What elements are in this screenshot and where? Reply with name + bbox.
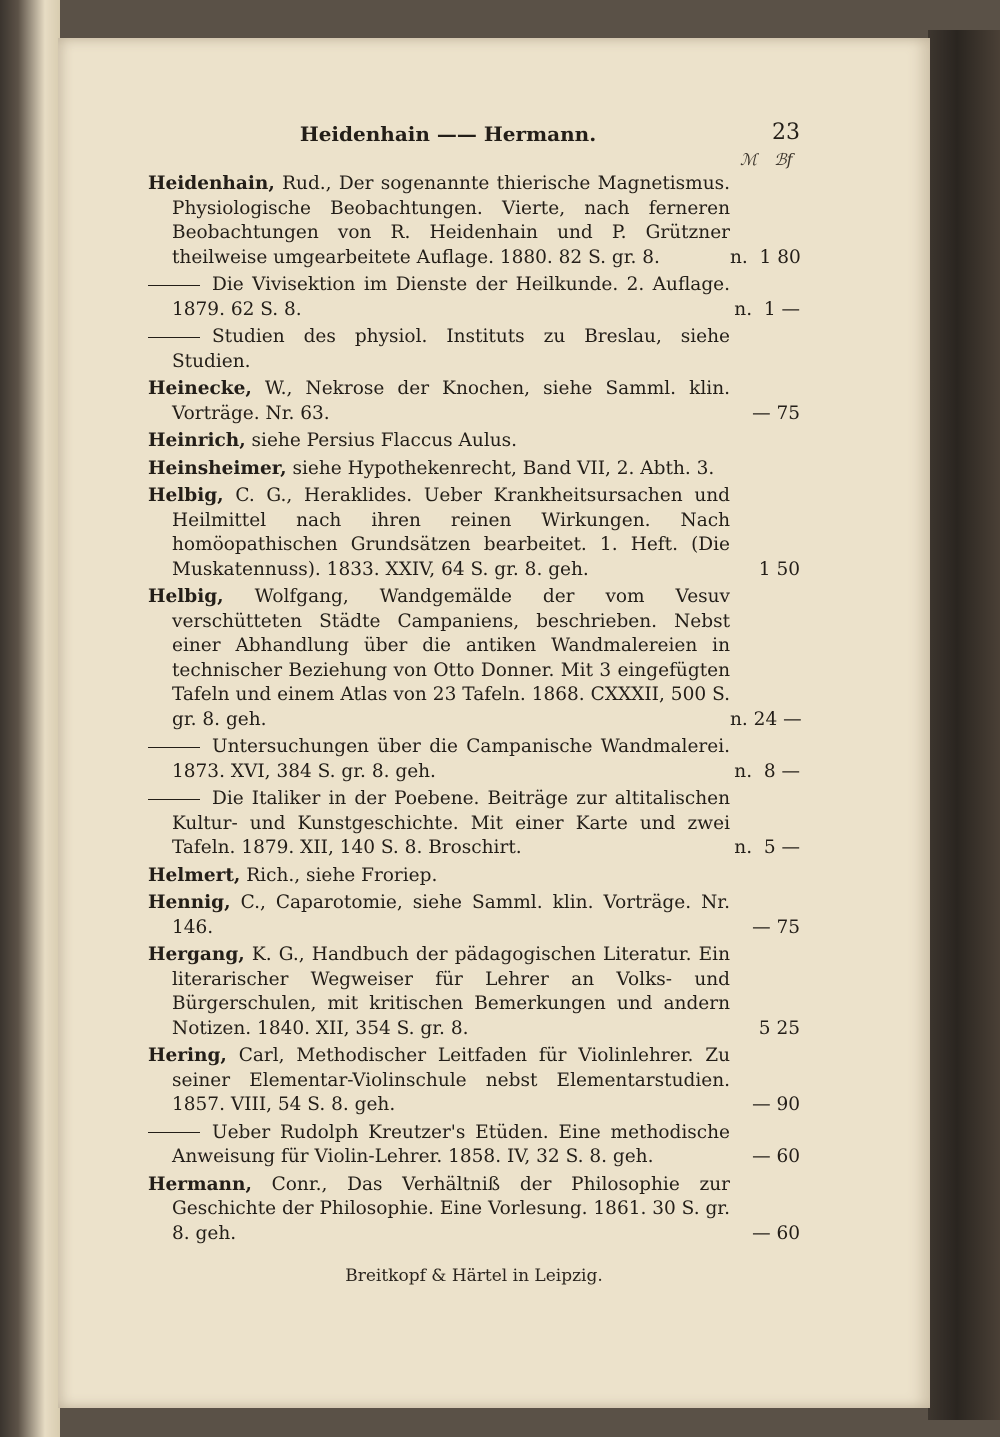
entry-text	[148, 457, 730, 482]
catalog-entry	[148, 484, 800, 582]
pfennig-unit: ℬf	[774, 150, 793, 169]
entry-description: Die Italiker in der Poebene. Beiträge zur altitalischen Kultur- und Kunstgeschichte. Mit einer Karte und zwei Tafeln. 1879. XII, 140 S. 8. Broschirt.	[172, 788, 730, 858]
entry-price: — 90	[752, 1094, 800, 1115]
entry-text	[148, 325, 730, 374]
catalog-entry	[148, 943, 800, 1041]
entry-author: Helbig,	[148, 485, 224, 506]
entry-description: C., Caparotomie, siehe Samml. klin. Vorträge. Nr. 146.	[172, 892, 730, 938]
catalog-entry	[148, 1121, 800, 1170]
catalog-entry	[148, 273, 800, 322]
entry-description: W., Nekrose der Knochen, siehe Samml. klin. Vorträge. Nr. 63.	[172, 378, 730, 424]
ditto-dash	[148, 337, 200, 338]
catalog-entry	[148, 787, 800, 861]
entry-description: Untersuchungen über die Campanische Wandmalerei. 1873. XVI, 384 S. gr. 8. geh.	[172, 736, 730, 782]
ditto-dash	[148, 285, 200, 286]
entry-description: Die Vivisektion im Dienste der Heilkunde. 2. Auflage. 1879. 62 S. 8.	[172, 274, 730, 320]
entry-price: 5 25	[758, 1017, 800, 1039]
entry-author: Heinsheimer,	[148, 457, 287, 479]
catalog-entry	[148, 457, 800, 482]
page-number: 23	[772, 120, 800, 145]
entry-text	[148, 943, 730, 1041]
entry-author: Helmert,	[148, 864, 241, 886]
entry-text	[148, 172, 730, 270]
catalog-entry	[148, 585, 800, 732]
entry-text	[148, 429, 730, 454]
entry-price: — 75	[752, 402, 800, 424]
catalog-entry	[148, 325, 800, 374]
entry-author: Hering,	[148, 1045, 227, 1066]
entry-price: n. 8 —	[734, 760, 800, 782]
entry-price: n. 1 80	[730, 246, 801, 268]
entry-author: Hermann,	[148, 1173, 252, 1195]
mark-unit: ℳ	[740, 150, 758, 169]
entry-price: — 60	[752, 1222, 800, 1244]
header-title: Heidenhain —— Hermann.	[299, 122, 597, 146]
entry-description: siehe Hypothekenrecht, Band VII, 2. Abth. 3.	[286, 457, 715, 479]
entry-price: — 75	[752, 916, 800, 938]
entry-price: 1 50	[758, 558, 800, 580]
entry-text	[148, 484, 730, 582]
currency-units	[730, 148, 800, 172]
publisher-footer: Breitkopf & Härtel in Leipzig.	[345, 1266, 603, 1286]
entry-price: n. 24 —	[730, 708, 802, 730]
catalog-entry	[148, 735, 800, 784]
catalog-entries	[148, 172, 800, 1249]
entry-author: Hergang,	[148, 944, 245, 965]
book-cover-edge	[928, 30, 1000, 1420]
entry-text	[148, 1173, 730, 1247]
catalog-entry	[148, 864, 800, 889]
ditto-dash	[148, 1132, 200, 1133]
entry-text	[148, 864, 730, 889]
entry-author: Heinrich,	[148, 430, 246, 451]
entry-price: n. 1 —	[734, 298, 800, 320]
entry-description: C. G., Heraklides. Ueber Krankheitsursachen und Heilmittel nach ihren reinen Wirkungen. Nach homöopathischen Grundsätzen bearbeitet. 1. Heft. (Die Muskatennuss). 1833. XXIV, 64 S. gr. 8. geh.	[172, 485, 730, 580]
entry-text	[148, 1044, 730, 1118]
catalog-entry	[148, 172, 800, 270]
entry-author: Hennig,	[148, 892, 231, 913]
ditto-dash	[148, 747, 200, 748]
entry-description: Rud., Der sogenannte thierische Magnetismus. Physiologische Beobachtungen. Vierte, nach ferneren Beobachtungen von R. Heidenhain und P. Grützner theilweise umgearbeitete Auflage. 1880. 82 S. gr. 8.	[172, 173, 730, 268]
running-header	[148, 118, 800, 152]
entry-price: n. 5 —	[734, 837, 800, 858]
entry-description: Ueber Rudolph Kreutzer's Etüden. Eine methodische Anweisung für Violin-Lehrer. 1858. IV, 32 S. 8. geh.	[172, 1121, 730, 1167]
catalog-entry	[148, 429, 800, 454]
entry-text	[148, 735, 730, 784]
entry-text	[148, 891, 730, 940]
entry-text	[148, 787, 730, 861]
entry-text	[148, 273, 730, 322]
entry-author: Heinecke,	[148, 378, 252, 399]
entry-description: Wolfgang, Wandgemälde der vom Vesuv verschütteten Städte Campaniens, beschrieben. Nebst einer Abhandlung über die antiken Wandmalereien in technischer Beziehung von Otto Donner. Mit 3 eingefügten Tafeln und einem Atlas von 23 Tafeln. 1868. CXXXII, 500 S. gr. 8. geh.	[172, 586, 730, 730]
entry-description: siehe Persius Flaccus Aulus.	[245, 430, 518, 451]
book-gutter	[0, 0, 60, 1437]
entry-author: Heidenhain,	[148, 173, 275, 194]
entry-description: K. G., Handbuch der pädagogischen Literatur. Ein literarischer Wegweiser für Lehrer an Volks- und Bürgerschulen, mit kritischen Bemerkungen und andern Notizen. 1840. XII, 354 S. gr. 8.	[172, 944, 730, 1039]
catalog-entry	[148, 377, 800, 426]
entry-description: Studien des physiol. Instituts zu Breslau, siehe Studien.	[172, 326, 730, 372]
entry-description: Rich., siehe Froriep.	[240, 864, 438, 886]
entry-text	[148, 377, 730, 426]
ditto-dash	[148, 799, 200, 800]
entry-text	[148, 1121, 730, 1170]
entry-text	[148, 585, 730, 732]
catalog-entry	[148, 891, 800, 940]
entry-description: Conr., Das Verhältniß der Philosophie zur Geschichte der Philosophie. Eine Vorlesung. 1861. 30 S. gr. 8. geh.	[172, 1173, 730, 1244]
entry-author: Helbig,	[148, 586, 224, 607]
catalog-entry	[148, 1173, 800, 1247]
entry-description: Carl, Methodischer Leitfaden für Violinlehrer. Zu seiner Elementar-Violinschule nebst Elementarstudien. 1857. VIII, 54 S. 8. geh.	[172, 1045, 730, 1115]
entry-price: — 60	[752, 1146, 800, 1167]
catalog-entry	[148, 1044, 800, 1118]
